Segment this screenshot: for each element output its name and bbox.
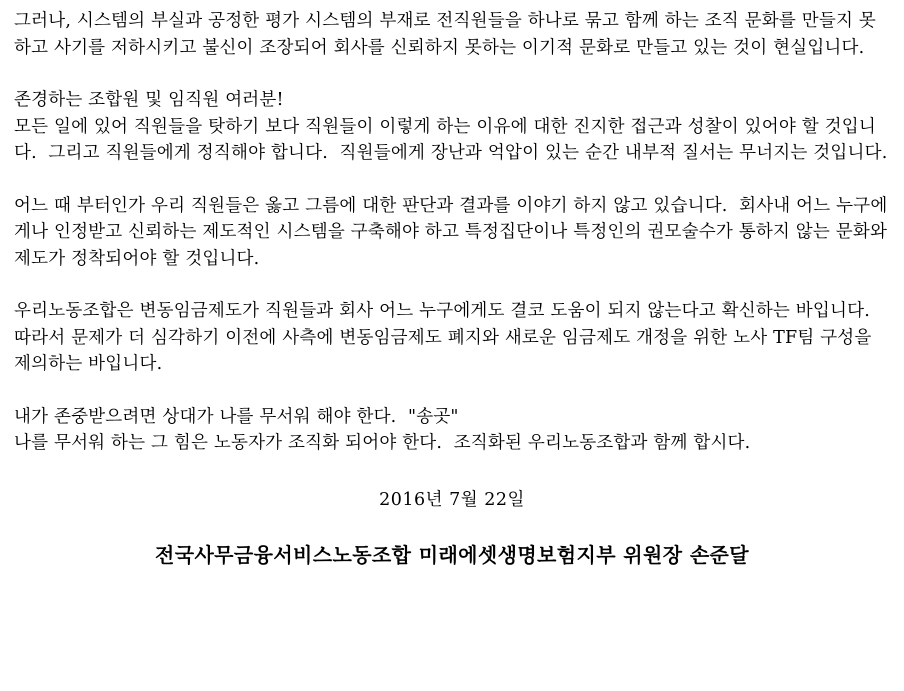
paragraph-spacer	[14, 272, 890, 298]
document-signature: 전국사무금융서비스노동조합 미래에셋생명보험지부 위원장 손준달	[155, 542, 749, 567]
paragraph-6: 따라서 문제가 더 심각하기 이전에 사측에 변동임금제도 폐지와 새로운 임금제도 개정을 위한 노사 TF팀 구성을 제의하는 바입니다.	[14, 327, 878, 374]
paragraph-spacer	[14, 167, 890, 193]
paragraph-5: 우리노동조합은 변동임금제도가 직원들과 회사 어느 누구에게도 결코 도움이 되지 않는다고 확신하는 바입니다.	[14, 301, 870, 321]
paragraph-8: 나를 무서워 하는 그 힘은 노동자가 조직화 되어야 한다. 조직화된 우리노동조합과 함께 합시다.	[14, 433, 751, 453]
paragraph-7-quote: 내가 존중받으려면 상대가 나를 무서워 해야 한다. "송곳"	[14, 406, 459, 427]
document-date: 2016년 7월 22일	[379, 489, 525, 510]
paragraph-spacer	[14, 378, 890, 404]
paragraph-4: 어느 때 부터인가 우리 직원들은 옳고 그름에 대한 판단과 결과를 이야기 하지 않고 있습니다. 회사내 어느 누구에게나 인정받고 신뢰하는 제도적인 시스템을 구축해야 하고 특정집단이나 특정인의 권모술수가 통하지 않는 문화와 제도가 정착되어야 할 것입니다.	[14, 195, 893, 269]
paragraph-2-greeting: 존경하는 조합원 및 임직원 여러분!	[14, 90, 284, 110]
paragraph-1: 그러나, 시스템의 부실과 공정한 평가 시스템의 부재로 전직원들을 하나로 묶고 함께 하는 조직 문화를 만들지 못하고 사기를 저하시키고 불신이 조장되어 회사를 신뢰하지 못하는 이기적 문화로 만들고 있는 것이 현실입니다.	[14, 11, 876, 58]
paragraph-3: 모든 일에 있어 직원들을 탓하기 보다 직원들이 이렇게 하는 이유에 대한 진지한 접근과 성찰이 있어야 할 것입니다. 그리고 직원들에게 정직해야 합니다. 직원들에게 장난과 억압이 있는 순간 내부적 질서는 무너지는 것입니다.	[14, 116, 888, 163]
paragraph-spacer	[14, 61, 890, 87]
